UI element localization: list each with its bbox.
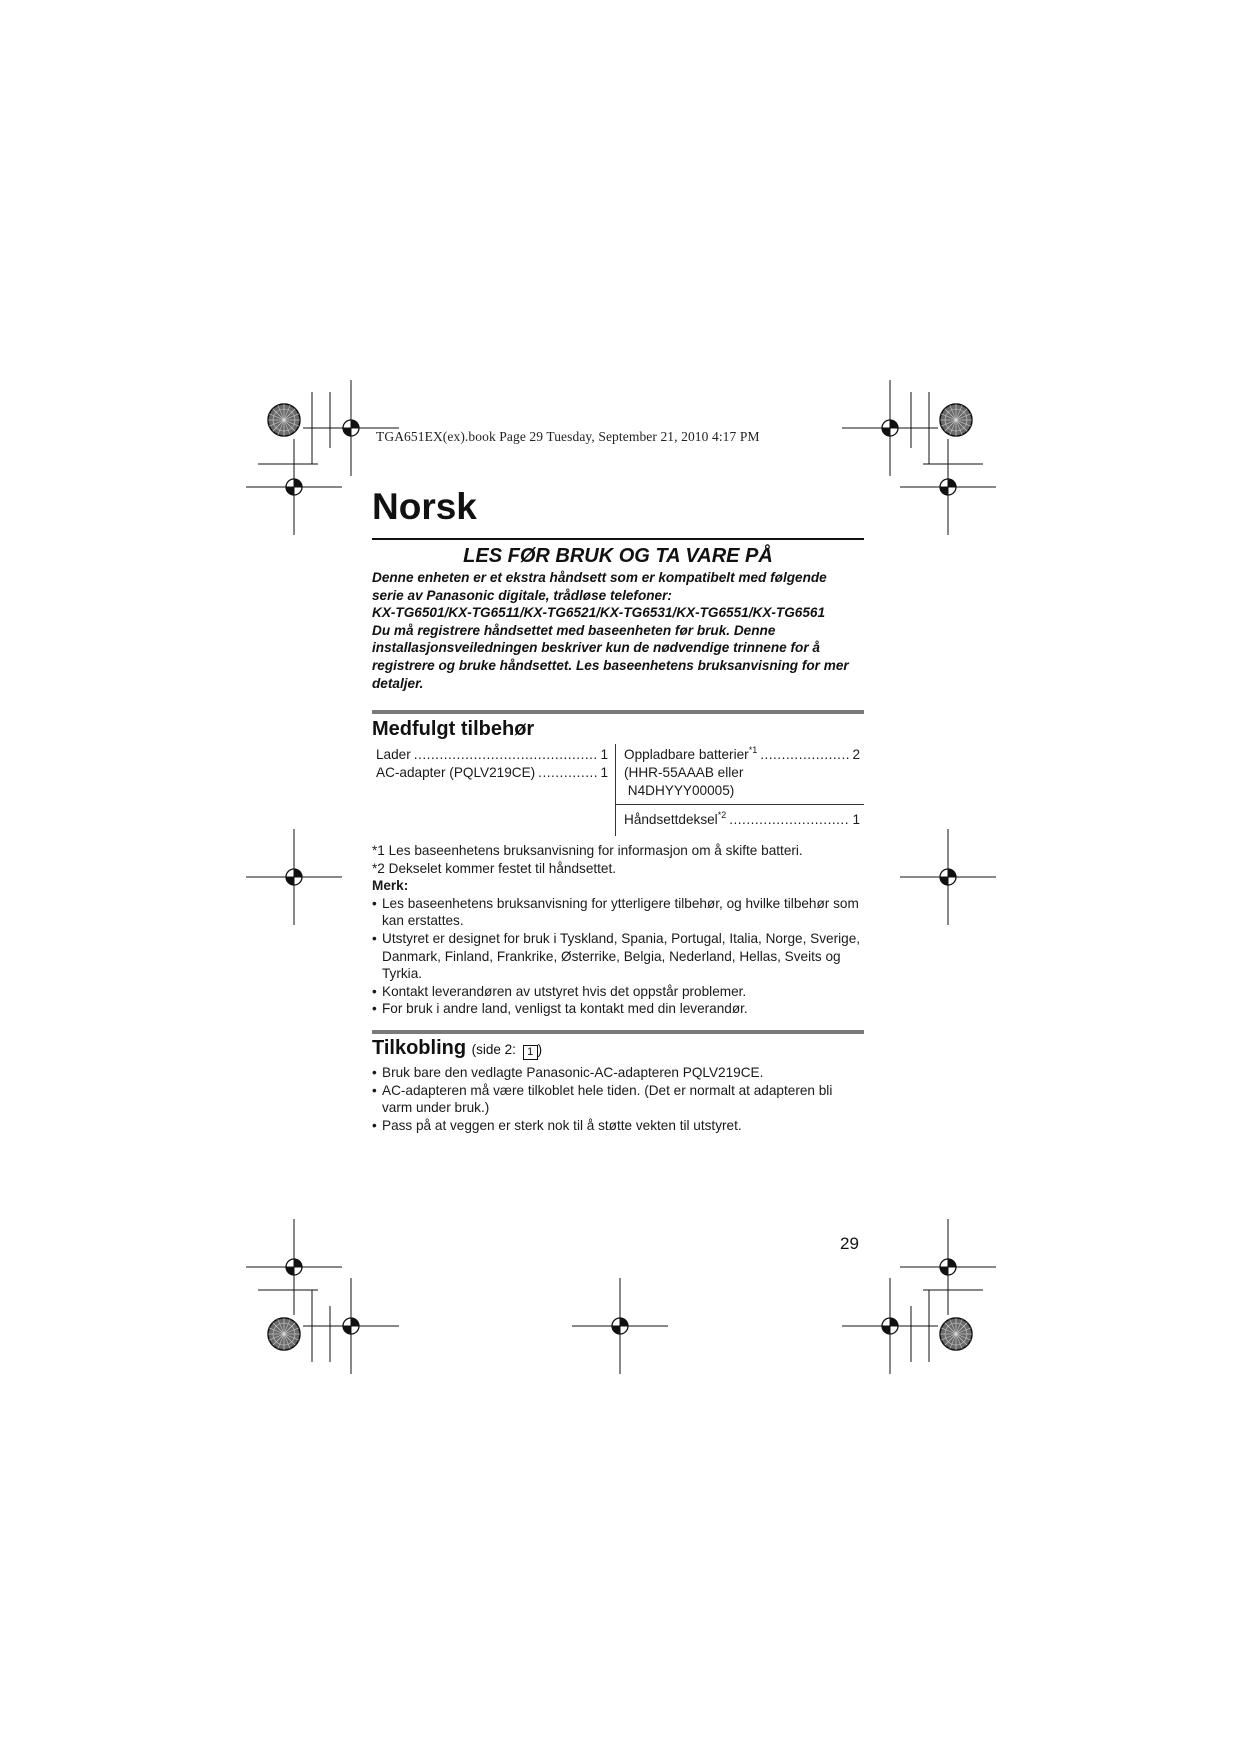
connection-title-row xyxy=(372,1037,542,1060)
connection-notes xyxy=(372,1064,868,1134)
list-item-text: • Pass på at veggen er sterk nok til å støtte vekten til utstyret. xyxy=(382,1117,742,1133)
star-target-bottom-left xyxy=(268,1318,300,1350)
registration-mark xyxy=(842,380,938,476)
intro-heading: LES FØR BRUK OG TA VARE PÅ xyxy=(463,545,773,567)
accessory-qty: 1 xyxy=(852,812,860,827)
registration-mark xyxy=(303,1278,399,1374)
section-rule xyxy=(372,1030,864,1034)
table-row-divider xyxy=(616,804,864,805)
connection-title: Tilkobling xyxy=(372,1037,467,1059)
registration-mark xyxy=(900,829,996,925)
accessory-row xyxy=(376,764,608,782)
page-number: 29 xyxy=(840,1234,859,1253)
list-item-text: Tyrkia. xyxy=(382,966,423,982)
accessory-name: Oppladbare batterier xyxy=(624,747,749,762)
intro-line: detaljer. xyxy=(372,675,424,691)
star-target-top-right xyxy=(940,404,972,436)
book-header-line: TGA651EX(ex).book Page 29 Tuesday, September 21, 2010 4:17 PM xyxy=(376,429,760,444)
list-item-text: kan erstattes. xyxy=(382,913,464,929)
intro-line: Du må registrere håndsettet med baseenheten før bruk. Denne xyxy=(372,622,776,638)
list-item xyxy=(372,1000,868,1018)
footnote-ref: *2 xyxy=(717,810,727,820)
list-item xyxy=(372,1064,868,1082)
intro-model-list: KX-TG6501/KX-TG6511/KX-TG6521/KX-TG6531/KX-TG6551/KX-TG6561 xyxy=(372,605,826,621)
title-rule xyxy=(372,538,864,540)
accessory-qty: 1 xyxy=(600,747,608,762)
note-label: Merk: xyxy=(372,878,409,894)
accessory-name: Lader xyxy=(376,747,411,762)
accessory-qty: 2 xyxy=(852,747,860,762)
accessory-name: AC-adapter (PQLV219CE) xyxy=(376,765,536,780)
intro-line: serie av Panasonic digitale, trådløse telefoner: xyxy=(372,587,672,603)
figure-number-box: 1 xyxy=(523,1045,538,1060)
accessories-title: Medfulgt tilbehør xyxy=(372,718,535,740)
accessory-qty: 1 xyxy=(600,765,608,780)
list-item xyxy=(372,895,868,930)
section-rule xyxy=(372,710,864,714)
star-target-bottom-right xyxy=(940,1318,972,1350)
registration-mark xyxy=(246,829,342,925)
registration-mark xyxy=(303,380,399,476)
footnote-ref: *1 xyxy=(748,745,758,755)
registration-mark xyxy=(246,1219,342,1315)
footnote: *1 Les baseenhetens bruksanvisning for informasjon om å skifte batteri. xyxy=(372,843,803,858)
page-title: Norsk xyxy=(372,486,477,527)
intro-text xyxy=(372,569,864,692)
accessory-row xyxy=(624,811,860,829)
intro-line: registrere og bruke håndsettet. Les baseenhetens bruksanvisning for mer xyxy=(372,657,849,673)
registration-mark xyxy=(246,439,342,535)
page-reference-close: ) xyxy=(537,1042,543,1057)
list-item xyxy=(372,983,868,1001)
intro-line: Denne enheten er et ekstra håndsett som er kompatibelt med følgende xyxy=(372,570,827,585)
list-item xyxy=(372,1082,868,1117)
list-item-text: • For bruk i andre land, venligst ta kontakt med din leverandør. xyxy=(382,1001,748,1017)
list-item-text: • AC-adapteren må være tilkoblet hele tiden. (Det er normalt at adapteren bli xyxy=(382,1082,833,1098)
list-item-text: • Utstyret er designet for bruk i Tyskland, Spania, Portugal, Italia, Norge, Sverige, xyxy=(382,930,861,946)
list-item-text: Danmark, Finland, Frankrike, Østerrike, Belgia, Nederland, Hellas, Sveits og xyxy=(382,948,841,964)
accessory-row xyxy=(624,746,860,764)
page-reference xyxy=(472,1042,543,1057)
table-divider xyxy=(615,744,616,836)
page-reference-text: (side 2: xyxy=(471,1042,520,1057)
list-item-text: • Les baseenhetens bruksanvisning for ytterligere tilbehør, og hvilke tilbehør som xyxy=(382,895,859,911)
accessories-notes xyxy=(372,842,868,1018)
accessory-name: Håndsettdeksel xyxy=(624,812,718,827)
intro-line: installasjonsveiledningen beskriver kun de nødvendige trinnene for å xyxy=(372,640,820,656)
registration-mark xyxy=(900,439,996,535)
accessories-table xyxy=(372,744,864,836)
registration-mark xyxy=(572,1278,668,1374)
list-item xyxy=(372,930,868,983)
list-item xyxy=(372,1117,868,1135)
accessory-detail: (HHR-55AAAB eller xyxy=(624,765,744,780)
footnote: *2 Dekselet kommer festet til håndsettet. xyxy=(372,860,617,876)
accessory-row xyxy=(376,746,608,764)
list-item-text: • Kontakt leverandøren av utstyret hvis det oppstår problemer. xyxy=(382,983,747,999)
star-target-top-left xyxy=(268,404,300,436)
list-item-text: varm under bruk.) xyxy=(382,1100,490,1116)
registration-mark xyxy=(900,1219,996,1315)
accessory-detail: N4DHYYY00005) xyxy=(624,783,735,798)
list-item-text: • Bruk bare den vedlagte Panasonic-AC-adapteren PQLV219CE. xyxy=(382,1065,764,1080)
registration-mark xyxy=(842,1278,938,1374)
